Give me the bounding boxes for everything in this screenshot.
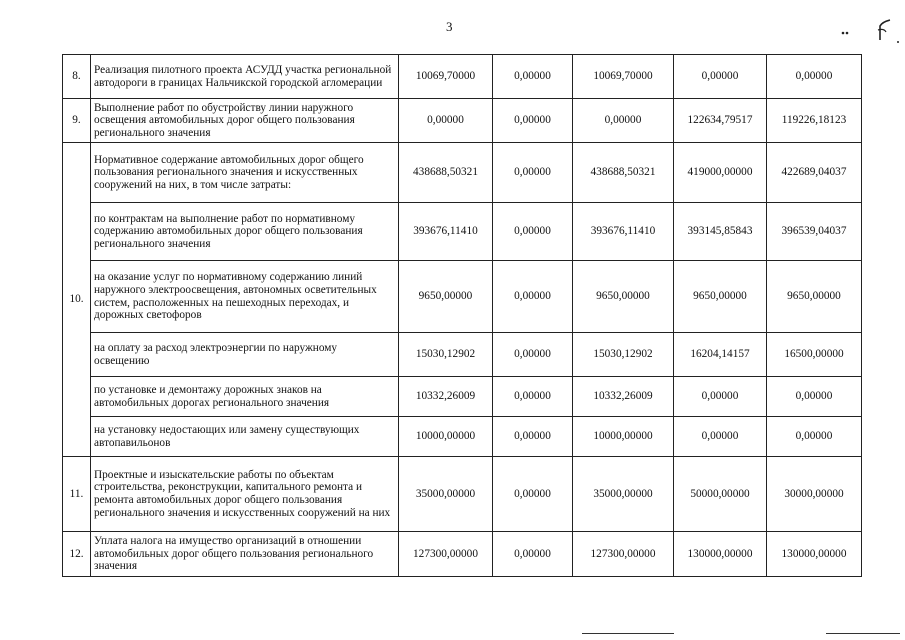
value-cell: 9650,00000 (573, 261, 674, 333)
value-cell: 419000,00000 (674, 143, 767, 203)
row-number: 12. (63, 532, 91, 577)
value-cell: 396539,04037 (767, 203, 862, 261)
value-cell: 0,00000 (493, 333, 573, 377)
value-cell: 15030,12902 (573, 333, 674, 377)
table-subrow (63, 377, 862, 417)
row-description: на установку недостающих или замену существующих автопавильонов (91, 417, 399, 457)
value-cell: 0,00000 (674, 417, 767, 457)
value-cell: 35000,00000 (573, 457, 674, 532)
row-description: по контрактам на выполнение работ по нормативному содержанию автомобильных дорог общего пользования регионального значения (91, 203, 399, 261)
table-row-9 (63, 99, 862, 143)
value-cell: 10332,26009 (573, 377, 674, 417)
value-cell: 0,00000 (767, 377, 862, 417)
value-cell: 10332,26009 (399, 377, 493, 417)
row-description: Нормативное содержание автомобильных дорог общего пользования регионального значения и искусственных сооружений на них, в том числе затраты: (91, 143, 399, 203)
row-number: 8. (63, 55, 91, 99)
value-cell: 393676,11410 (399, 203, 493, 261)
table-subrow (63, 417, 862, 457)
value-cell: 438688,50321 (573, 143, 674, 203)
value-cell: 9650,00000 (674, 261, 767, 333)
value-cell: 0,00000 (493, 261, 573, 333)
row-number: 11. (63, 457, 91, 532)
value-cell: 119226,18123 (767, 99, 862, 143)
table-subrow (63, 261, 862, 333)
page-number: 3 (446, 19, 453, 34)
table-row-11 (63, 457, 862, 532)
value-cell: 0,00000 (399, 99, 493, 143)
value-cell: 0,00000 (493, 99, 573, 143)
value-cell: 16204,14157 (674, 333, 767, 377)
value-cell: 10069,70000 (399, 55, 493, 99)
value-cell: 438688,50321 (399, 143, 493, 203)
value-cell: 393145,85843 (674, 203, 767, 261)
value-cell: 50000,00000 (674, 457, 767, 532)
handwritten-mark-icon (840, 18, 900, 44)
table-row-8 (63, 55, 862, 99)
value-cell: 0,00000 (674, 55, 767, 99)
footer-line (582, 633, 674, 634)
row-description: по установке и демонтажу дорожных знаков на автомобильных дорогах регионального значения (91, 377, 399, 417)
value-cell: 122634,79517 (674, 99, 767, 143)
value-cell: 0,00000 (493, 143, 573, 203)
value-cell: 0,00000 (493, 457, 573, 532)
value-cell: 10000,00000 (573, 417, 674, 457)
row-description: на оказание услуг по нормативному содержанию линий наружного электроосвещения, автономных осветительных систем, расположенных на пешеходных переходах, и дорожных светофоров (91, 261, 399, 333)
value-cell: 130000,00000 (674, 532, 767, 577)
table-subrow (63, 203, 862, 261)
row-description: Реализация пилотного проекта АСУДД участка региональной автодороги в границах Нальчикской городской агломерации (91, 55, 399, 99)
value-cell: 393676,11410 (573, 203, 674, 261)
table-subrow (63, 333, 862, 377)
value-cell: 127300,00000 (399, 532, 493, 577)
value-cell: 0,00000 (674, 377, 767, 417)
row-description: Проектные и изыскательские работы по объектам строительства, реконструкции, капитального ремонта и ремонта автомобильных дорог общего пользования регионального значения и искусственных сооружений на них (91, 457, 399, 532)
value-cell: 0,00000 (493, 417, 573, 457)
value-cell: 422689,04037 (767, 143, 862, 203)
value-cell: 10000,00000 (399, 417, 493, 457)
value-cell: 35000,00000 (399, 457, 493, 532)
value-cell: 9650,00000 (767, 261, 862, 333)
value-cell: 15030,12902 (399, 333, 493, 377)
row-description: Выполнение работ по обустройству линии наружного освещения автомобильных дорог общего пользования регионального значения (91, 99, 399, 143)
value-cell: 10069,70000 (573, 55, 674, 99)
value-cell: 16500,00000 (767, 333, 862, 377)
row-description: на оплату за расход электроэнергии по наружному освещению (91, 333, 399, 377)
value-cell: 0,00000 (493, 377, 573, 417)
value-cell: 0,00000 (493, 55, 573, 99)
budget-table (62, 54, 862, 577)
value-cell: 130000,00000 (767, 532, 862, 577)
value-cell: 9650,00000 (399, 261, 493, 333)
row-description: Уплата налога на имущество организаций в отношении автомобильных дорог общего пользования регионального значения (91, 532, 399, 577)
value-cell: 127300,00000 (573, 532, 674, 577)
value-cell: 0,00000 (767, 417, 862, 457)
row-number: 9. (63, 99, 91, 143)
value-cell: 0,00000 (493, 532, 573, 577)
table-row-12 (63, 532, 862, 577)
table-row-10 (63, 143, 862, 203)
value-cell: 0,00000 (493, 203, 573, 261)
value-cell: 0,00000 (573, 99, 674, 143)
row-number: 10. (63, 143, 91, 457)
footer-line (826, 633, 900, 634)
value-cell: 0,00000 (767, 55, 862, 99)
value-cell: 30000,00000 (767, 457, 862, 532)
